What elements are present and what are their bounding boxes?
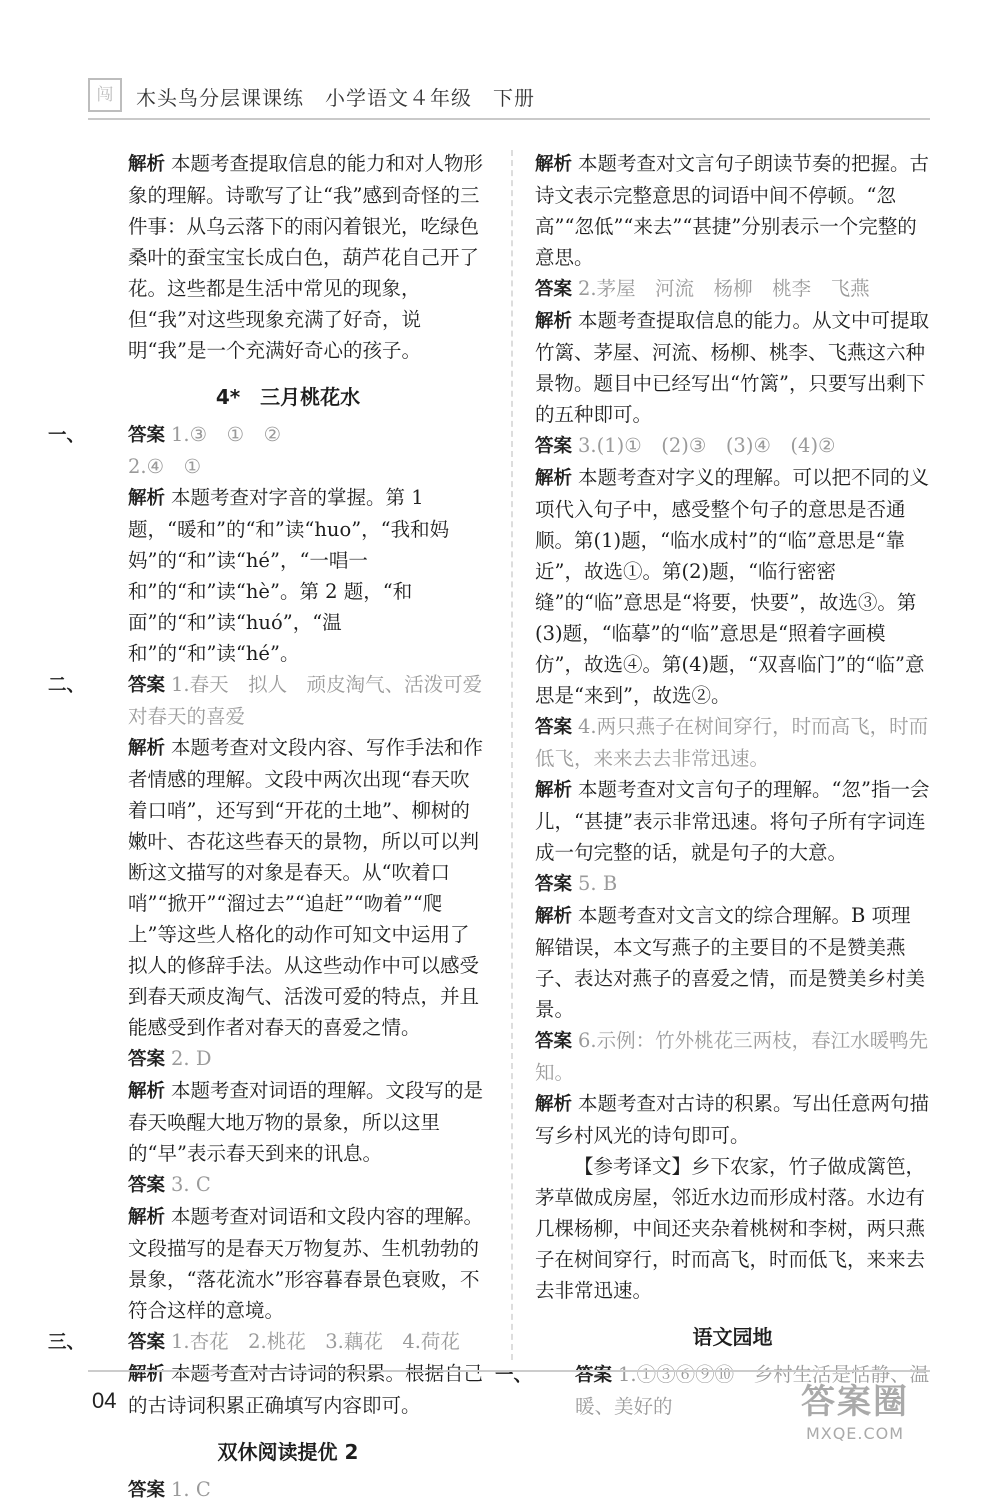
reference-translation [535, 1151, 930, 1306]
book-logo-icon: 闯 [88, 78, 122, 112]
answer-text: 1. C [171, 1478, 211, 1501]
answer-label: 答案 [128, 425, 166, 446]
analysis-label: 解析 [535, 1094, 573, 1115]
section-number: 一、 [495, 1365, 533, 1386]
answer-label: 答案 [575, 1365, 613, 1386]
answer-text: 1.杏花 2.桃花 3.藕花 4.荷花 [171, 1330, 460, 1353]
page-number: 04 [92, 1388, 117, 1413]
analysis-label: 解析 [128, 488, 166, 509]
answer-label: 答案 [535, 436, 573, 457]
answer-text: 2.④ ① [128, 455, 202, 478]
analysis-block [535, 462, 930, 711]
answer-block [535, 711, 930, 774]
answer-label: 答案 [535, 279, 573, 300]
answer-text: 2. D [171, 1047, 212, 1070]
lesson-heading: 双休阅读提优 2 [217, 1440, 359, 1464]
right-column [495, 148, 930, 1422]
analysis-label: 解析 [535, 311, 573, 332]
answer-text: 5. B [578, 872, 618, 895]
analysis-text: 本题考查对字义的理解。可以把不同的义项代入句子中，感受整个句子的意思是否通顺。第(1)题，“临水成村”的“临”意思是“靠近”，故选①。第(2)题，“临行密密缝”的“临”意思是“将要，快要”，故选③。第(3)题，“临摹”的“临”意思是“照着字画模仿”，故选④。第(4)题，“双喜临门”的“临”意思是“来到”，故选②。 [535, 466, 930, 707]
answer-label: 答案 [128, 1480, 166, 1501]
analysis-label: 解析 [535, 468, 573, 489]
analysis-block [88, 148, 488, 366]
column-divider [511, 150, 513, 1360]
answer-block [535, 868, 930, 900]
answer-block [535, 1025, 930, 1088]
section-number: 二、 [48, 675, 86, 696]
page-header [88, 72, 930, 120]
answer-block [88, 1474, 488, 1506]
analysis-text: 本题考查对古诗的积累。写出任意两句描写乡村风光的诗句即可。 [535, 1092, 930, 1147]
answer-block [48, 669, 502, 732]
answer-text: 6.示例：竹外桃花三两枝，春江水暖鸭先知。 [535, 1029, 929, 1084]
answer-label: 答案 [128, 1049, 166, 1070]
analysis-text: 本题考查对词语和文段内容的理解。文段描写的是春天万物复苏、生机勃勃的景象，“落花流水”形容暮春景色衰败，不符合这样的意境。 [128, 1205, 484, 1322]
lesson-heading: 4* 三月桃花水 [215, 385, 361, 409]
analysis-text: 本题考查对字音的掌握。第 1 题，“暖和”的“和”读“huo”，“我和妈妈”的“和”读“hé”，“一唱一和”的“和”读“hè”。第 2 题，“和面”的“和”读“huó”，“温和”的“和”读“hé”。 [128, 486, 450, 665]
analysis-block [88, 732, 488, 1043]
analysis-block [88, 482, 488, 669]
analysis-block [88, 1358, 488, 1421]
analysis-text: 本题考查对文言文的综合理解。B 项理解错误，本文写燕子的主要目的不是赞美燕子、表达对燕子的喜爱之情，而是赞美乡村美景。 [535, 904, 926, 1021]
left-column [48, 148, 502, 1506]
analysis-text: 本题考查对文言句子朗读节奏的把握。古诗文表示完整意思的词语中间不停顿。“忽高”“忽低”“来去”“甚捷”分别表示一个完整的意思。 [535, 152, 930, 269]
analysis-block [535, 774, 930, 868]
answer-continuation [88, 451, 488, 482]
answer-label: 答案 [535, 717, 573, 738]
answer-block [48, 419, 488, 451]
answer-text: 4.两只燕子在树间穿行，时而高飞，时而低飞，来来去去非常迅速。 [535, 715, 929, 770]
section-number: 三、 [48, 1332, 86, 1353]
analysis-label: 解析 [128, 1364, 166, 1385]
analysis-label: 解析 [535, 780, 573, 801]
answer-block [535, 430, 930, 462]
answer-label: 答案 [535, 1031, 573, 1052]
answer-text: 1.春天 拟人 顽皮淘气、活泼可爱 对春天的喜爱 [128, 673, 502, 728]
answer-text: 3.(1)① (2)③ (3)④ (4)② [578, 434, 836, 457]
analysis-label: 解析 [128, 1207, 166, 1228]
analysis-label: 解析 [535, 906, 573, 927]
watermark-url: MXQE.COM [805, 1424, 905, 1443]
analysis-label: 解析 [128, 154, 166, 175]
analysis-block [88, 1075, 488, 1169]
section-heading: 语文园地 [692, 1325, 773, 1349]
analysis-label: 解析 [128, 738, 166, 759]
analysis-text: 本题考查提取信息的能力。从文中可提取竹篱、茅屋、河流、杨柳、桃李、飞燕这六种景物。题目中已经写出“竹篱”，只要写出剩下的五种即可。 [535, 309, 930, 426]
answer-block [48, 1326, 488, 1358]
analysis-text: 本题考查对文言句子的理解。“忽”指一会儿，“甚捷”表示非常迅速。将句子所有字词连成一句完整的话，就是句子的大意。 [535, 778, 930, 864]
answer-text: 1.③ ① ② [171, 423, 282, 446]
analysis-block [535, 1088, 930, 1151]
book-title: 木头鸟分层课课练 小学语文４年级 下册 [136, 86, 535, 110]
answer-label: 答案 [128, 675, 166, 696]
answer-text: 1.①③⑥⑨⑩ 乡村生活是恬静、温暖、美好的 [575, 1363, 930, 1418]
section-number: 一、 [48, 425, 86, 446]
answer-text: 3. C [171, 1173, 211, 1196]
analysis-block [535, 305, 930, 430]
analysis-text: 本题考查对古诗词的积累。根据自己的古诗词积累正确填写内容即可。 [128, 1362, 484, 1417]
watermark-logo [770, 1380, 940, 1450]
analysis-label: 解析 [535, 154, 573, 175]
analysis-block [88, 1201, 488, 1326]
answer-label: 答案 [128, 1175, 166, 1196]
answer-block [535, 273, 930, 305]
answer-label: 答案 [535, 874, 573, 895]
answer-block [88, 1169, 488, 1201]
answer-label: 答案 [128, 1332, 166, 1353]
answer-block [88, 1043, 488, 1075]
watermark-text: 答案圈 [801, 1382, 909, 1422]
analysis-label: 解析 [128, 1081, 166, 1102]
analysis-text: 本题考查提取信息的能力和对人物形象的理解。诗歌写了让“我”感到奇怪的三件事：从乌云落下的雨闪着银光，吃绿色桑叶的蚕宝宝长成白色，葫芦花自己开了花。这些都是生活中常见的现象，但“我”对这些现象充满了好奇，说明“我”是一个充满好奇心的孩子。 [128, 152, 484, 362]
translation-text: 乡下农家，竹子做成篱笆，茅草做成房屋，邻近水边而形成村落。水边有几棵杨柳，中间还夹杂着桃树和李树，两只燕子在树间穿行，时而高飞，时而低飞，来来去去非常迅速。 [535, 1155, 926, 1302]
answer-text: 2.茅屋 河流 杨柳 桃李 飞燕 [578, 277, 870, 300]
footer-rule [88, 1370, 930, 1372]
analysis-text: 本题考查对词语的理解。文段写的是春天唤醒大地万物的景象，所以这里的“早”表示春天到来的讯息。 [128, 1079, 484, 1165]
analysis-block [535, 148, 930, 273]
analysis-block [535, 900, 930, 1025]
analysis-text: 本题考查对文段内容、写作手法和作者情感的理解。文段中两次出现“春天吹着口哨”，还写到“开花的土地”、柳树的嫩叶、杏花这些春天的景物，所以可以判断这文描写的对象是春天。从“吹着口哨”“掀开”“溜过去”“追赶”“吻着”“爬上”等这些人格化的动作可知文中运用了拟人的修辞手法。从这些动作中可以感受到春天顽皮淘气、活泼可爱的特点，并且能感受到作者对春天的喜爱之情。 [128, 736, 484, 1039]
translation-label: 【参考译文】 [574, 1155, 692, 1178]
